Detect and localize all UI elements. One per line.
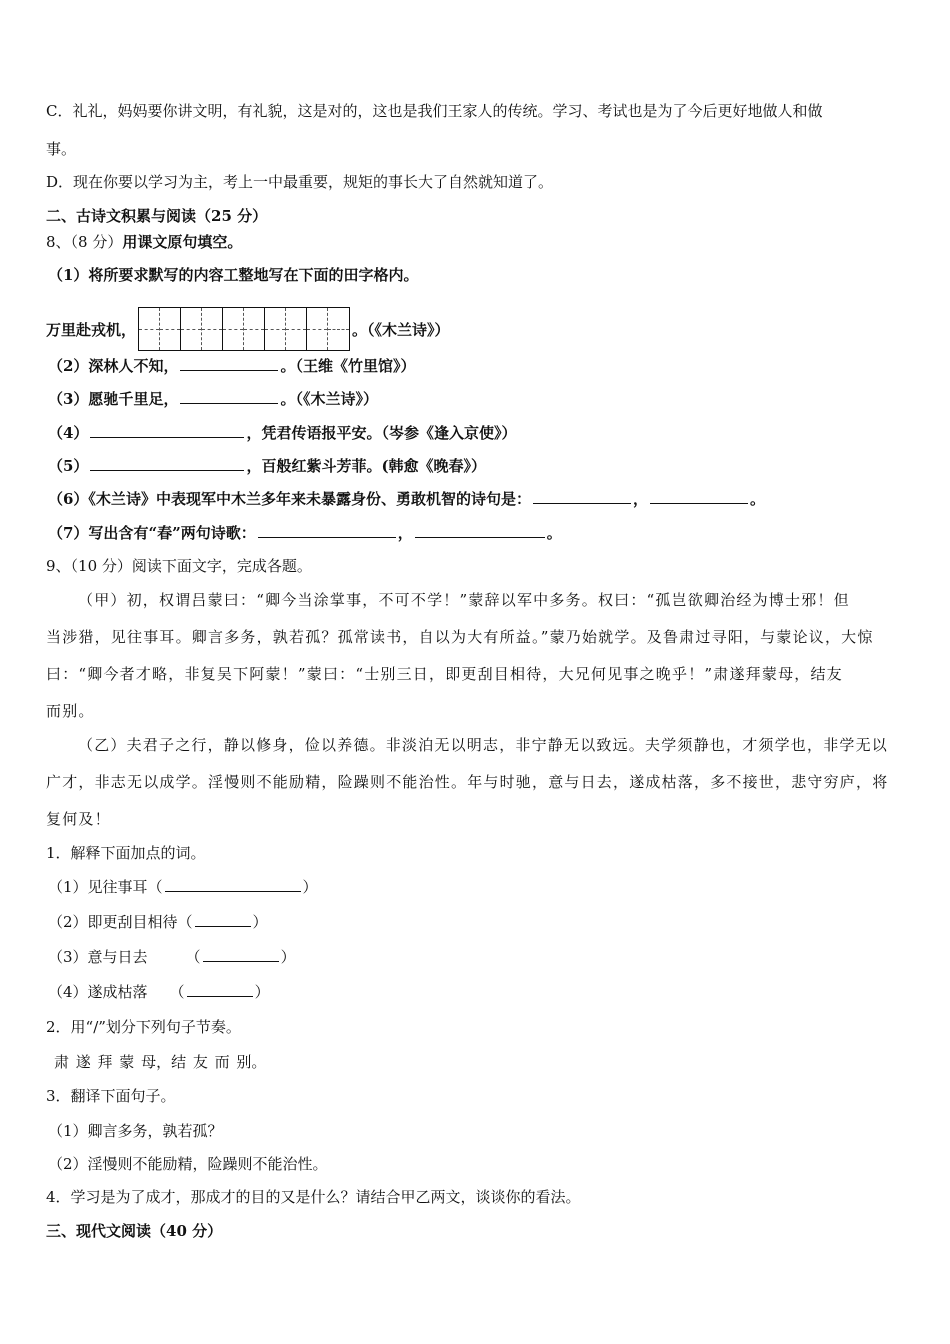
answer-blank[interactable]	[258, 523, 396, 538]
grid-half-cell[interactable]	[223, 308, 244, 350]
q8-sub6-mid: ，	[632, 490, 648, 508]
q9-sub1-item1	[48, 877, 318, 897]
item3-suffix: ）	[280, 948, 296, 966]
section2-title: 二、古诗文积累与阅读（25 分）	[46, 207, 268, 225]
q9-sub2-sentence: 肃 遂 拜 蒙 母，结 友 而 别。	[54, 1053, 267, 1071]
q8-sub1-suffix: 。（《木兰诗》）	[352, 321, 450, 339]
item4-prefix: （4）遂成枯落	[48, 983, 148, 1001]
tianzi-grid[interactable]	[138, 307, 350, 351]
q9-sub1: 1．解释下面加点的词。	[46, 844, 206, 862]
q9-sub1-item2	[48, 912, 268, 932]
item2-prefix: （2）即更刮目相待（	[48, 913, 193, 931]
q8-sub2	[48, 356, 415, 376]
q8-sub7	[48, 523, 562, 543]
grid-half-cell[interactable]	[286, 308, 307, 350]
item1-suffix: ）	[302, 878, 318, 896]
q8-sub3-suffix: 。（《木兰诗》）	[280, 390, 378, 408]
q8-sub5	[48, 456, 486, 476]
grid-half-cell[interactable]	[244, 308, 265, 350]
passage-jia-line4: 而别。	[46, 702, 95, 720]
q9-heading: 9、（10 分）阅读下面文字，完成各题。	[46, 557, 312, 575]
q9-sub1-item4	[48, 982, 270, 1002]
q8-sub7-mid: ，	[397, 524, 413, 542]
q8-sub6-prefix: （6）《木兰诗》中表现军中木兰多年来未暴露身份、勇敢机智的诗句是：	[48, 490, 531, 508]
passage-yi-line2: 广才，非志无以成学。淫慢则不能励精，险躁则不能治性。年与时驰，意与日去，遂成枯落，多不接世，悲守穷庐，将	[46, 773, 889, 791]
q9-sub4: 4．学习是为了成才，那成才的目的又是什么？请结合甲乙两文，谈谈你的看法。	[46, 1188, 581, 1206]
option-c-line1: C．礼礼，妈妈要你讲文明，有礼貌，这是对的，这也是我们王家人的传统。学习、考试也是为了今后更好地做人和做	[46, 102, 823, 120]
answer-blank[interactable]	[415, 523, 545, 538]
q8-sub4-suffix: ，凭君传语报平安。（岑参《逢入京使》）	[246, 424, 517, 442]
answer-blank[interactable]	[180, 389, 278, 404]
grid-half-cell[interactable]	[328, 308, 349, 350]
q8-sub6-suffix: 。	[749, 490, 765, 508]
item3-open: （	[185, 948, 201, 966]
item4-open: （	[169, 983, 185, 1001]
answer-blank[interactable]	[90, 456, 244, 471]
q8-sub3-prefix: （3）愿驰千里足，	[48, 390, 179, 408]
q9-sub3-item2: （2）淫慢则不能励精，险躁则不能治性。	[48, 1155, 328, 1173]
q9-sub1-item3	[48, 947, 296, 967]
passage-yi-line1: （乙）夫君子之行，静以修身，俭以养德。非淡泊无以明志，非宁静无以致远。夫学须静也，才须学也，非学无以	[78, 736, 889, 754]
q8-number: 8、（8 分）	[46, 233, 123, 251]
answer-blank[interactable]	[203, 947, 279, 962]
q8-sub7-prefix: （7）写出含有“春”两句诗歌：	[48, 524, 256, 542]
q8-sub2-suffix: 。（王维《竹里馆》）	[280, 357, 416, 375]
q8-sub1-prefix: 万里赴戎机，	[46, 321, 137, 339]
grid-half-cell[interactable]	[307, 308, 328, 350]
grid-half-cell[interactable]	[202, 308, 223, 350]
grid-half-cell[interactable]	[265, 308, 286, 350]
answer-blank[interactable]	[90, 423, 244, 438]
option-d: D．现在你要以学习为主，考上一中最重要，规矩的事长大了自然就知道了。	[46, 173, 554, 191]
q9-sub3: 3．翻译下面句子。	[46, 1087, 176, 1105]
grid-half-cell[interactable]	[181, 308, 202, 350]
q8-sub5-prefix: （5）	[48, 457, 89, 475]
answer-blank[interactable]	[180, 356, 278, 371]
q8-sub4-prefix: （4）	[48, 424, 89, 442]
passage-jia-line3: 曰：“卿今者才略，非复吴下阿蒙！”蒙曰：“士别三日，即更刮目相待，大兄何见事之晚乎！”肃遂拜蒙母，结友	[46, 665, 843, 683]
answer-blank[interactable]	[187, 982, 253, 997]
passage-jia-line2: 当涉猎，见往事耳。卿言多务，孰若孤？孤常读书，自以为大有所益。”蒙乃始就学。及鲁肃过寻阳，与蒙论议，大惊	[46, 628, 874, 646]
option-c-line2: 事。	[46, 140, 77, 158]
item3-prefix: （3）意与日去	[48, 948, 148, 966]
item1-prefix: （1）见往事耳（	[48, 878, 163, 896]
answer-blank[interactable]	[650, 489, 748, 504]
item2-suffix: ）	[252, 913, 268, 931]
item4-suffix: ）	[254, 983, 270, 1001]
q8-instruction: 用课文原句填空。	[122, 233, 243, 251]
passage-yi-line3: 复何及！	[46, 810, 111, 828]
q8-sub7-suffix: 。	[546, 524, 562, 542]
q9-sub2: 2．用“/”划分下列句子节奏。	[46, 1018, 241, 1036]
grid-half-cell[interactable]	[139, 308, 160, 350]
answer-blank[interactable]	[165, 877, 301, 892]
answer-blank[interactable]	[533, 489, 631, 504]
grid-half-cell[interactable]	[160, 308, 181, 350]
q8-sub2-prefix: （2）深林人不知，	[48, 357, 179, 375]
q8-sub1-line	[46, 308, 450, 354]
section3-title: 三、现代文阅读（40 分）	[46, 1222, 223, 1240]
answer-blank[interactable]	[195, 912, 251, 927]
passage-jia-line1: （甲）初，权谓吕蒙曰：“卿今当涂掌事，不可不学！”蒙辞以军中多务。权曰：“孤岂欲卿治经为博士邪！但	[78, 591, 850, 609]
q8-sub5-suffix: ，百般红紫斗芳菲。(韩愈《晚春》）	[246, 457, 487, 475]
q9-sub3-item1: （1）卿言多务，孰若孤？	[48, 1122, 223, 1140]
q8-sub1: （1）将所要求默写的内容工整地写在下面的田字格内。	[48, 266, 419, 284]
q8-sub6	[48, 489, 765, 509]
q8-sub4	[48, 423, 516, 443]
q8-heading	[46, 232, 242, 252]
q8-sub3	[48, 389, 378, 409]
